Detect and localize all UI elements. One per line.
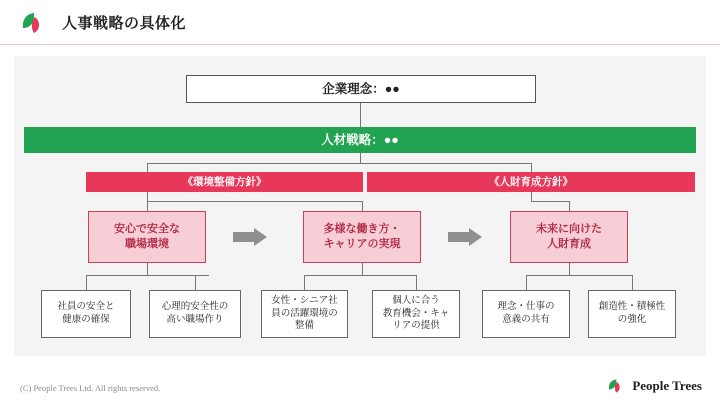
pillar-safe-workplace [88,211,206,263]
arrow-head [469,228,482,246]
connector-dev-to-pillar3 [531,201,570,202]
pillar-line-2: 職場環境 [125,238,169,250]
strategy-bar: 人材戦略：●● [24,127,696,153]
connector-pillar3-down [569,263,570,275]
connector-leaf6-up [632,275,633,290]
leaf-line: 心理的安全性の [161,301,229,313]
connector-pillar2-down [362,263,363,275]
connector-leaf2-up [195,275,196,290]
connector-pillar3-bus [526,275,632,276]
connector-leaf1-up [86,275,87,290]
pillar-line-1: 安心で安全な [114,223,180,236]
arrow-body [233,232,255,242]
leaf-logo-icon [607,378,627,394]
leaf-line: 創造性・積極性 [598,301,666,313]
connector-dev-down [531,192,532,201]
pillar-diverse-work [303,211,421,263]
pillar-future-development [510,211,628,263]
arrow-right-2 [448,228,482,246]
connector-strategy-down [360,153,361,163]
arrow-body [448,232,470,242]
connector-philosophy-strategy [360,103,361,127]
leaf-line: 意義の共有 [502,314,550,325]
connector-pillar2-bus [304,275,416,276]
leaf-box-education-career [372,290,460,338]
connector-pillar1-down [147,263,148,275]
leaf-box-creativity [588,290,676,338]
leaf-line: リアの提供 [392,320,440,332]
copyright-text: (C) People Trees Ltd. All rights reserved. [20,383,161,393]
connector-pillar3-up [569,201,570,211]
pillar-line-1: 多様な働き方・ [323,223,401,236]
brand-name: People Trees [632,378,702,393]
leaf-line: 個人に合う [392,294,440,306]
policy-bar-development: 《人財育成方針》 [367,172,695,192]
connector-leaf3-up [304,275,305,290]
connector-leaf5-up [526,275,527,290]
connector-pillar1-up [147,201,148,211]
pillar-line-1: 未来に向けた [536,223,602,236]
leaf-line: 理念・仕事の [497,301,555,313]
leaf-box-women-senior [261,290,348,338]
connector-leaf4-up [416,275,417,290]
philosophy-box: 企業理念：●● [186,75,536,103]
leaf-line: 教育機会・キャ [382,307,450,319]
leaf-line: 員の活躍環境の [271,307,338,319]
arrow-right-1 [233,228,267,246]
leaf-line: の強化 [617,314,647,325]
leaf-line: 整備 [294,320,314,332]
slide-header [0,0,720,45]
leaf-logo-icon [20,11,50,35]
connector-policy-dev-up [531,163,532,172]
leaf-box-safety-health [41,290,131,338]
connector-env-to-pillars [147,201,363,202]
footer-brand [607,378,702,394]
leaf-line: 健康の確保 [62,314,110,325]
connector-pillar2-up [362,201,363,211]
pillar-line-2: 人財育成 [547,238,591,250]
leaf-line: 社員の安全と [57,301,115,313]
connector-env-down [147,192,148,201]
connector-pillar1-bus [86,275,209,276]
leaf-box-shared-meaning [482,290,570,338]
leaf-box-psychological-safety [149,290,241,338]
page-title: 人事戦略の具体化 [62,15,187,32]
connector-strategy-bus [147,163,531,164]
connector-policy-env-up [147,163,148,172]
leaf-line: 高い職場作り [166,314,224,325]
pillar-line-2: キャリアの実現 [323,238,401,250]
leaf-line: 女性・シニア社 [271,294,338,306]
arrow-head [254,228,267,246]
policy-bar-environment: 《環境整備方針》 [86,172,363,192]
